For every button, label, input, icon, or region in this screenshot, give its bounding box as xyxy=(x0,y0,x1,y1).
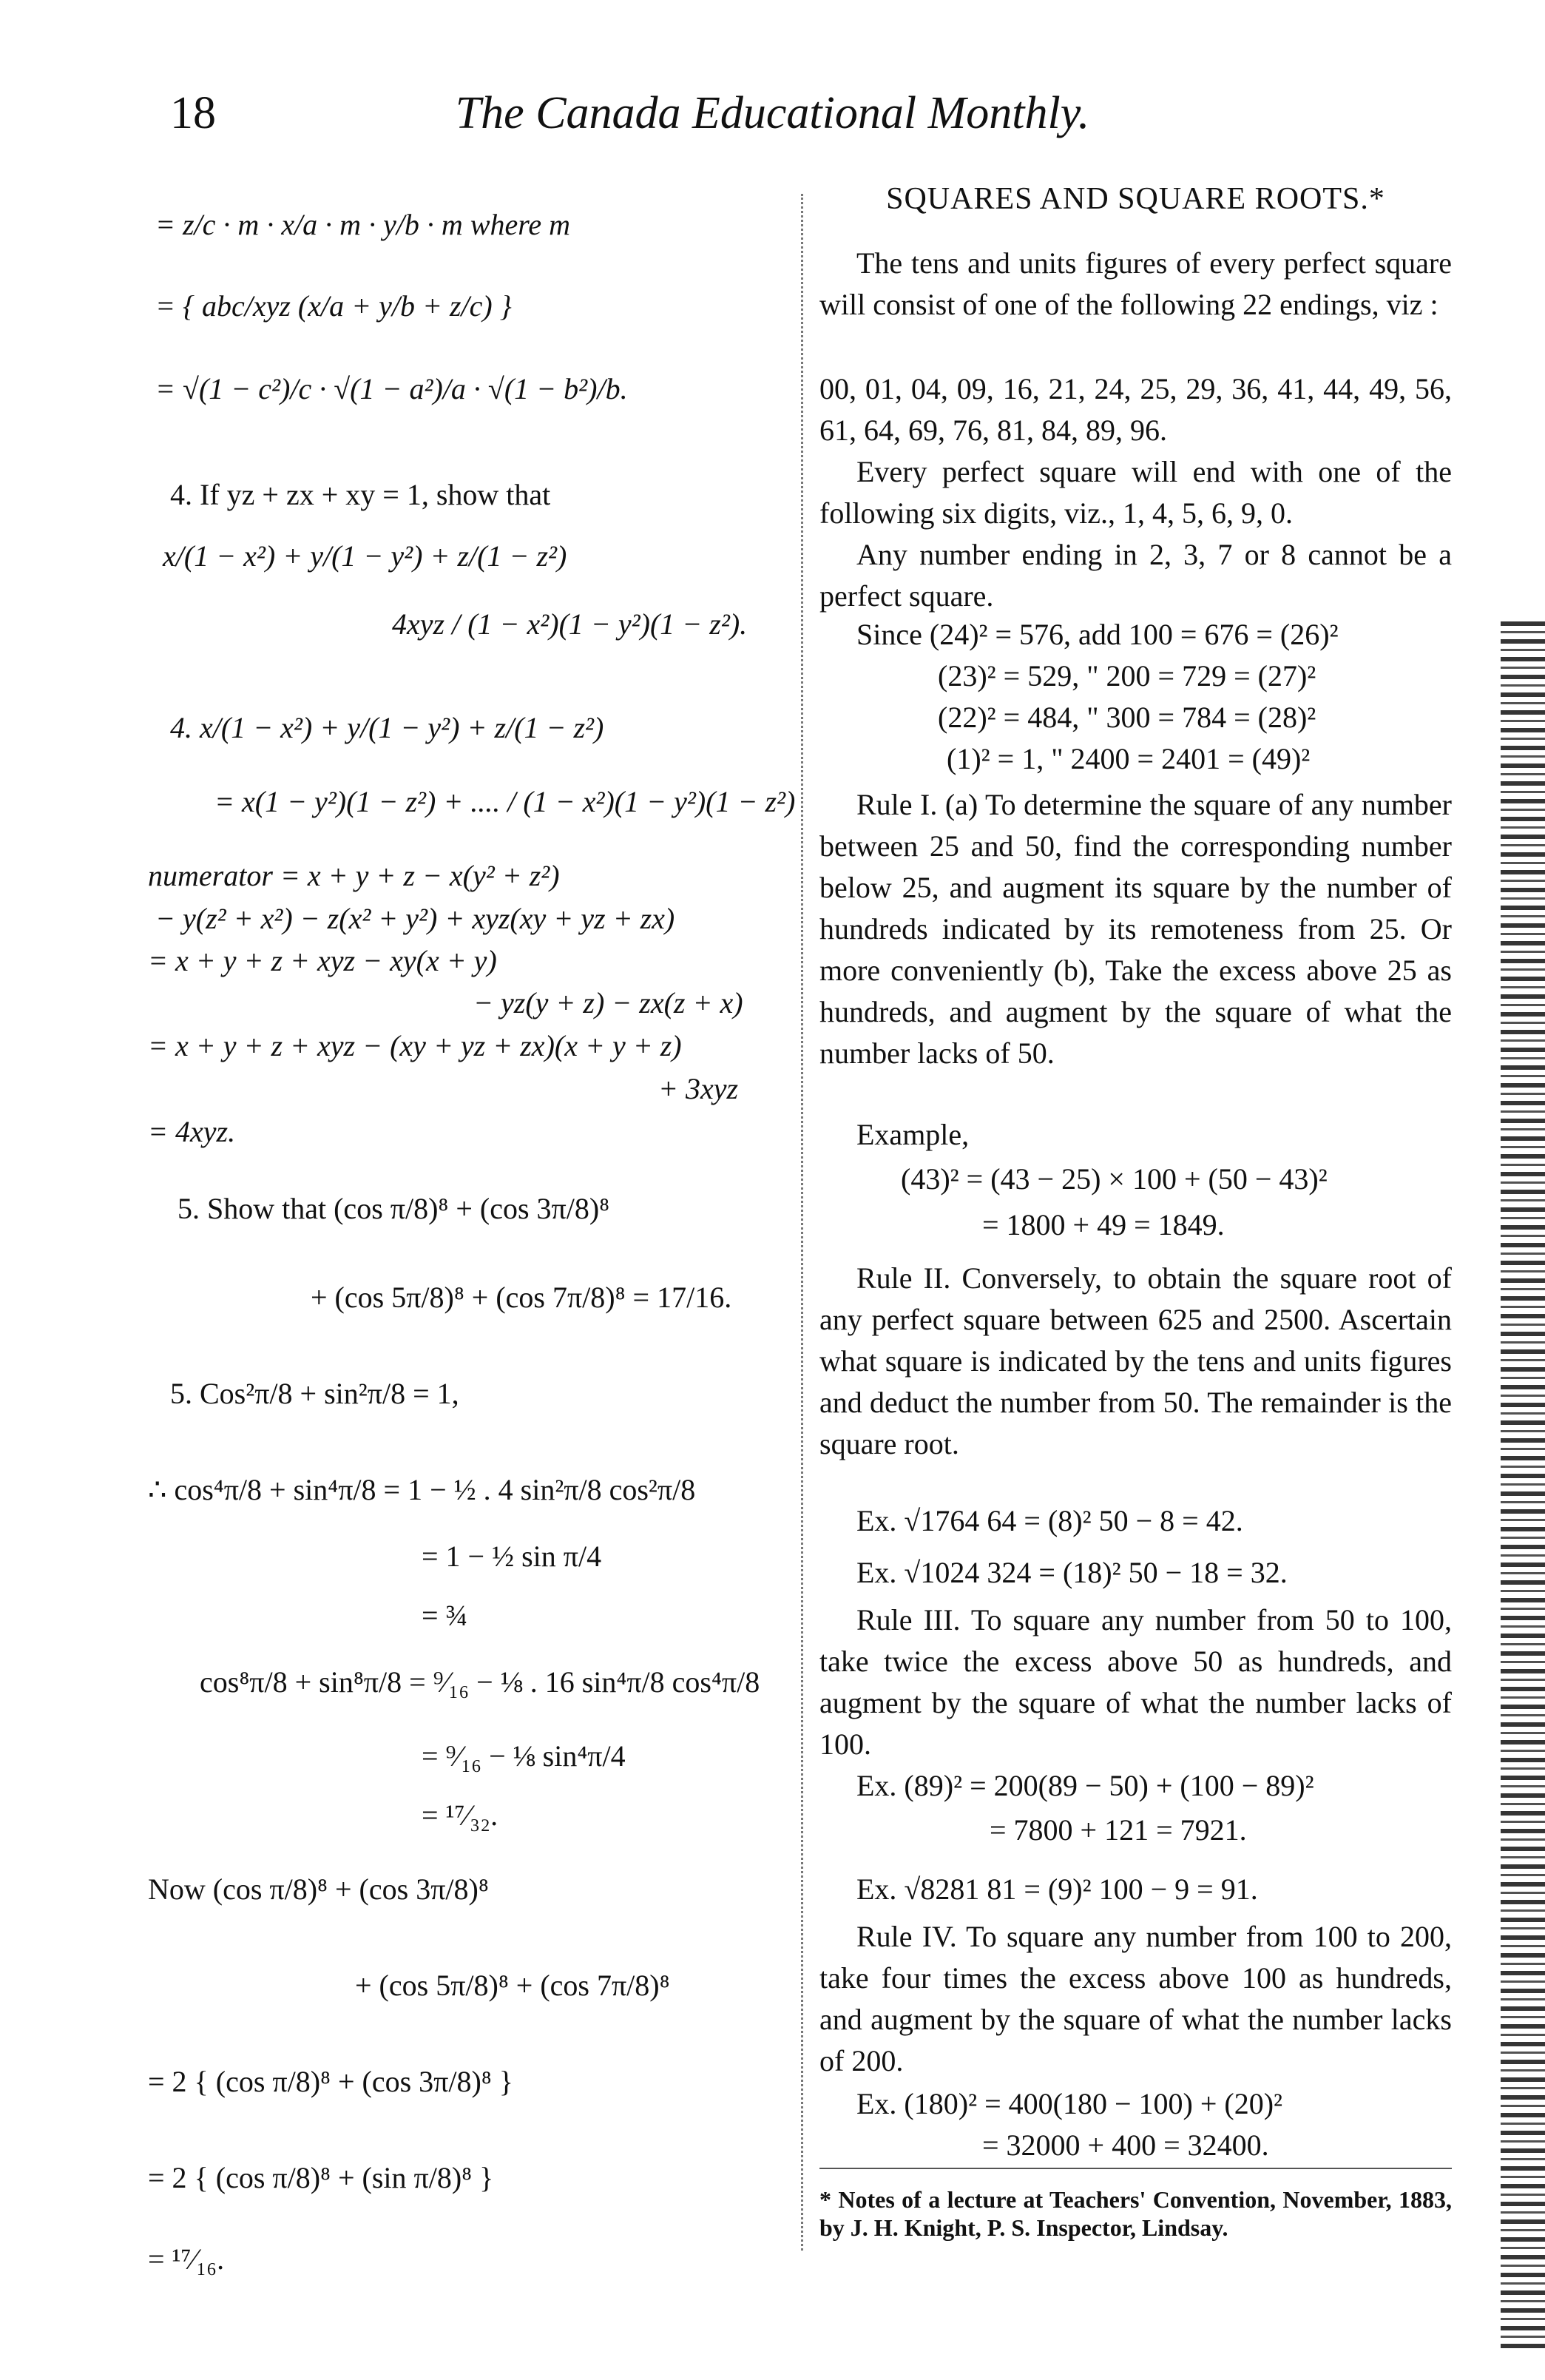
since-line: (22)² = 484, " 300 = 784 = (28)² xyxy=(938,701,1316,734)
running-head: The Canada Educational Monthly. xyxy=(455,88,1090,138)
example-line: = 1800 + 49 = 1849. xyxy=(982,1208,1225,1241)
example-line: (43)² = (43 − 25) × 100 + (50 − 43)² xyxy=(901,1162,1328,1196)
endings-list: 00, 01, 04, 09, 16, 21, 24, 25, 29, 36, 41, 44, 49, 56, 61, 64, 69, 76, 81, 84, 89, 96. xyxy=(819,372,1452,447)
math-line: = √(1 − c²)/c · √(1 − a²)/a · √(1 − b²)/b. xyxy=(155,372,628,405)
paragraph: Every perfect square will end with one of the following six digits, viz., 1, 4, 5, 6, 9, 0. xyxy=(819,455,1452,530)
math-line: = 1 − ½ sin π/4 xyxy=(422,1540,602,1573)
math-line: x/(1 − x²) + y/(1 − y²) + z/(1 − z²) xyxy=(163,539,567,573)
rule-1: Rule I. (a) To determine the square of any number between 25 and 50, find the corresponding number below 25, and augment its square by the number of hundreds indicated by its remoteness from 25. Or more conveniently (b), Take the excess above 25 as hundreds, and augment by the square of what the number lacks of 50. xyxy=(819,788,1452,1070)
paragraph: The tens and units figures of every perfect square will consist of one of the following 22 endings, viz : xyxy=(819,246,1452,321)
math-line: = x + y + z + xyz − (xy + yz + zx)(x + y + z) xyxy=(148,1029,682,1062)
math-line: cos⁸π/8 + sin⁸π/8 = ⁹⁄₁₆ − ⅛ . 16 sin⁴π/8 cos⁴π/8 xyxy=(200,1665,760,1699)
math-line: + (cos 5π/8)⁸ + (cos 7π/8)⁸ = 17/16. xyxy=(311,1281,732,1314)
rule-2: Rule II. Conversely, to obtain the square root of any perfect square between 625 and 2500. Ascertain what square is indicated by the tens and units figures and deduct the number from 50. The remainder is the square root. xyxy=(819,1261,1452,1460)
math-line: 4xyz / (1 − x²)(1 − y²)(1 − z²). xyxy=(392,607,748,641)
math-line: = z/c · m · x/a · m · y/b · m where m xyxy=(155,208,570,241)
since-line: (1)² = 1, " 2400 = 2401 = (49)² xyxy=(947,742,1311,775)
problem-4-solution: 4. x/(1 − x²) + y/(1 − y²) + z/(1 − z²) xyxy=(170,711,604,744)
rule-2-example: Ex. √1024 324 = (18)² 50 − 18 = 32. xyxy=(856,1556,1288,1589)
problem-5-solution: 5. Cos²π/8 + sin²π/8 = 1, xyxy=(170,1377,459,1410)
rule-3: Rule III. To square any number from 50 to 100, take twice the excess above 50 as hundreds, and augment by the square of what the number lacks of 100. xyxy=(819,1603,1452,1761)
math-line: = { abc/xyz (x/a + y/b + z/c) } xyxy=(155,289,512,323)
rule-3-example: Ex. √8281 81 = (9)² 100 − 9 = 91. xyxy=(856,1872,1258,1906)
footnote: * Notes of a lecture at Teachers' Convention, November, 1883, by J. H. Knight, P. S. Inspector, Lindsay. xyxy=(819,2168,1452,2242)
math-line: = ¾ xyxy=(422,1599,468,1632)
rule-4-example: = 32000 + 400 = 32400. xyxy=(982,2128,1269,2162)
since-line: Since (24)² = 576, add 100 = 676 = (26)² xyxy=(856,618,1339,651)
math-line: = ¹⁷⁄₃₂. xyxy=(422,1799,498,1832)
math-line: numerator = x + y + z − x(y² + z²) xyxy=(148,859,560,892)
math-line: = 2 { (cos π/8)⁸ + (sin π/8)⁸ } xyxy=(148,2161,494,2194)
problem-5-statement: 5. Show that (cos π/8)⁸ + (cos 3π/8)⁸ xyxy=(178,1192,610,1225)
page-number: 18 xyxy=(170,88,216,138)
rule-4: Rule IV. To square any number from 100 to 200, take four times the excess above 100 as hundreds, and augment by the square of what the number lacks of 200. xyxy=(819,1920,1452,2077)
math-line: − yz(y + z) − zx(z + x) xyxy=(473,986,743,1019)
math-line: = x + y + z + xyz − xy(x + y) xyxy=(148,944,497,977)
problem-4-statement: 4. If yz + zx + xy = 1, show that xyxy=(170,478,551,511)
math-line: + (cos 5π/8)⁸ + (cos 7π/8)⁸ xyxy=(355,1969,670,2002)
rule-3-example: Ex. (89)² = 200(89 − 50) + (100 − 89)² xyxy=(856,1769,1314,1802)
math-line: − y(z² + x²) − z(x² + y²) + xyz(xy + yz + zx) xyxy=(155,902,675,935)
math-line: = 2 { (cos π/8)⁸ + (cos 3π/8)⁸ } xyxy=(148,2065,513,2098)
rule-3-example: = 7800 + 121 = 7921. xyxy=(990,1813,1247,1847)
column-divider xyxy=(801,194,803,2251)
rule-4-example: Ex. (180)² = 400(180 − 100) + (20)² xyxy=(856,2087,1283,2120)
math-line: = x(1 − y²)(1 − z²) + .... / (1 − x²)(1 − y²)(1 − z²) xyxy=(214,785,796,818)
math-line: = ⁹⁄₁₆ − ⅛ sin⁴π/4 xyxy=(422,1739,626,1773)
article-title: SQUARES AND SQUARE ROOTS.* xyxy=(886,182,1385,216)
since-line: (23)² = 529, " 200 = 729 = (27)² xyxy=(938,659,1316,692)
example-label: Example, xyxy=(856,1118,970,1151)
math-line: = 4xyz. xyxy=(148,1115,236,1148)
paragraph: Any number ending in 2, 3, 7 or 8 cannot be a perfect square. xyxy=(819,538,1452,613)
math-line: ∴ cos⁴π/8 + sin⁴π/8 = 1 − ½ . 4 sin²π/8 cos²π/8 xyxy=(148,1473,696,1506)
math-line: Now (cos π/8)⁸ + (cos 3π/8)⁸ xyxy=(148,1872,489,1906)
math-line: = ¹⁷⁄₁₆. xyxy=(148,2242,225,2276)
rule-2-example: Ex. √1764 64 = (8)² 50 − 8 = 42. xyxy=(856,1504,1243,1537)
page-edge-scan xyxy=(1501,621,1545,2353)
math-line: + 3xyz xyxy=(658,1072,739,1105)
